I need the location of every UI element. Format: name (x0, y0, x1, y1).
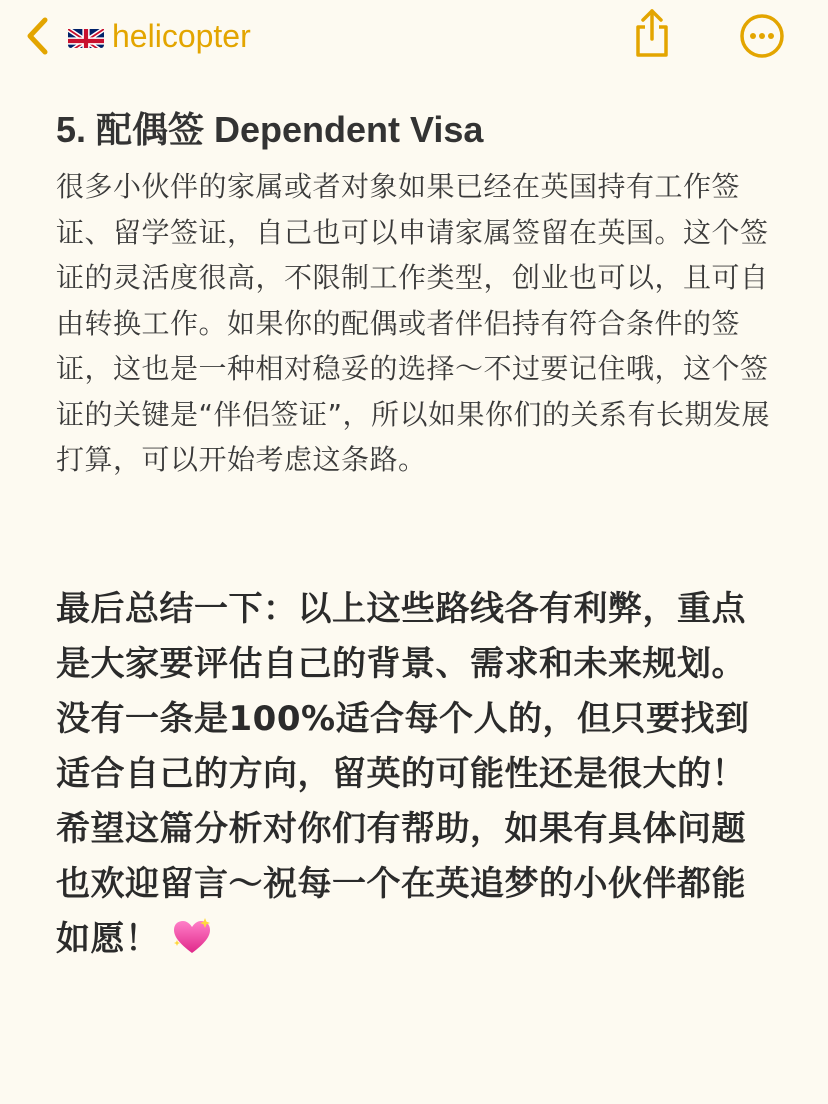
navigation-bar (0, 0, 828, 80)
paragraph-text: 很多小伙伴的家属或者对象如果已经在英国持有工作签证、留学签证，自己也可以申请家属签留在英国。这个签证的灵活度很高，不限制工作类型，创业也可以，且可自由转换工作。如果你的配偶或者伴侣持有符合条件的签证，这也是一种相对稳妥的选择～不过要记住哦，这个签证的关键是“伴侣签证”，所以如果你们的关系有长期发展打算，可以开始考虑这条路。 (56, 170, 771, 476)
summary-text: 最后总结一下：以上这些路线各有利弊，重点是大家要评估自己的背景、需求和未来规划。没有一条是100%适合每个人的，但只要找到适合自己的方向，留英的可能性还是很大的！希望这篇分析对你们有帮助，如果有具体问题也欢迎留言～祝每一个在英追梦的小伙伴都能如愿！ (56, 589, 750, 959)
ellipsis-circle-icon (739, 13, 785, 59)
note-title-text: helicopter (112, 17, 251, 54)
share-icon (632, 7, 672, 59)
note-title-link[interactable] (68, 14, 251, 58)
back-button[interactable] (18, 14, 58, 58)
share-button[interactable] (630, 6, 674, 60)
sparkling-heart-icon (170, 916, 214, 956)
section-heading: 5. 配偶签 Dependent Visa (56, 109, 484, 150)
summary-block (56, 582, 776, 967)
more-options-button[interactable] (738, 12, 786, 60)
uk-flag-icon (68, 24, 104, 48)
chevron-left-icon (25, 16, 51, 56)
